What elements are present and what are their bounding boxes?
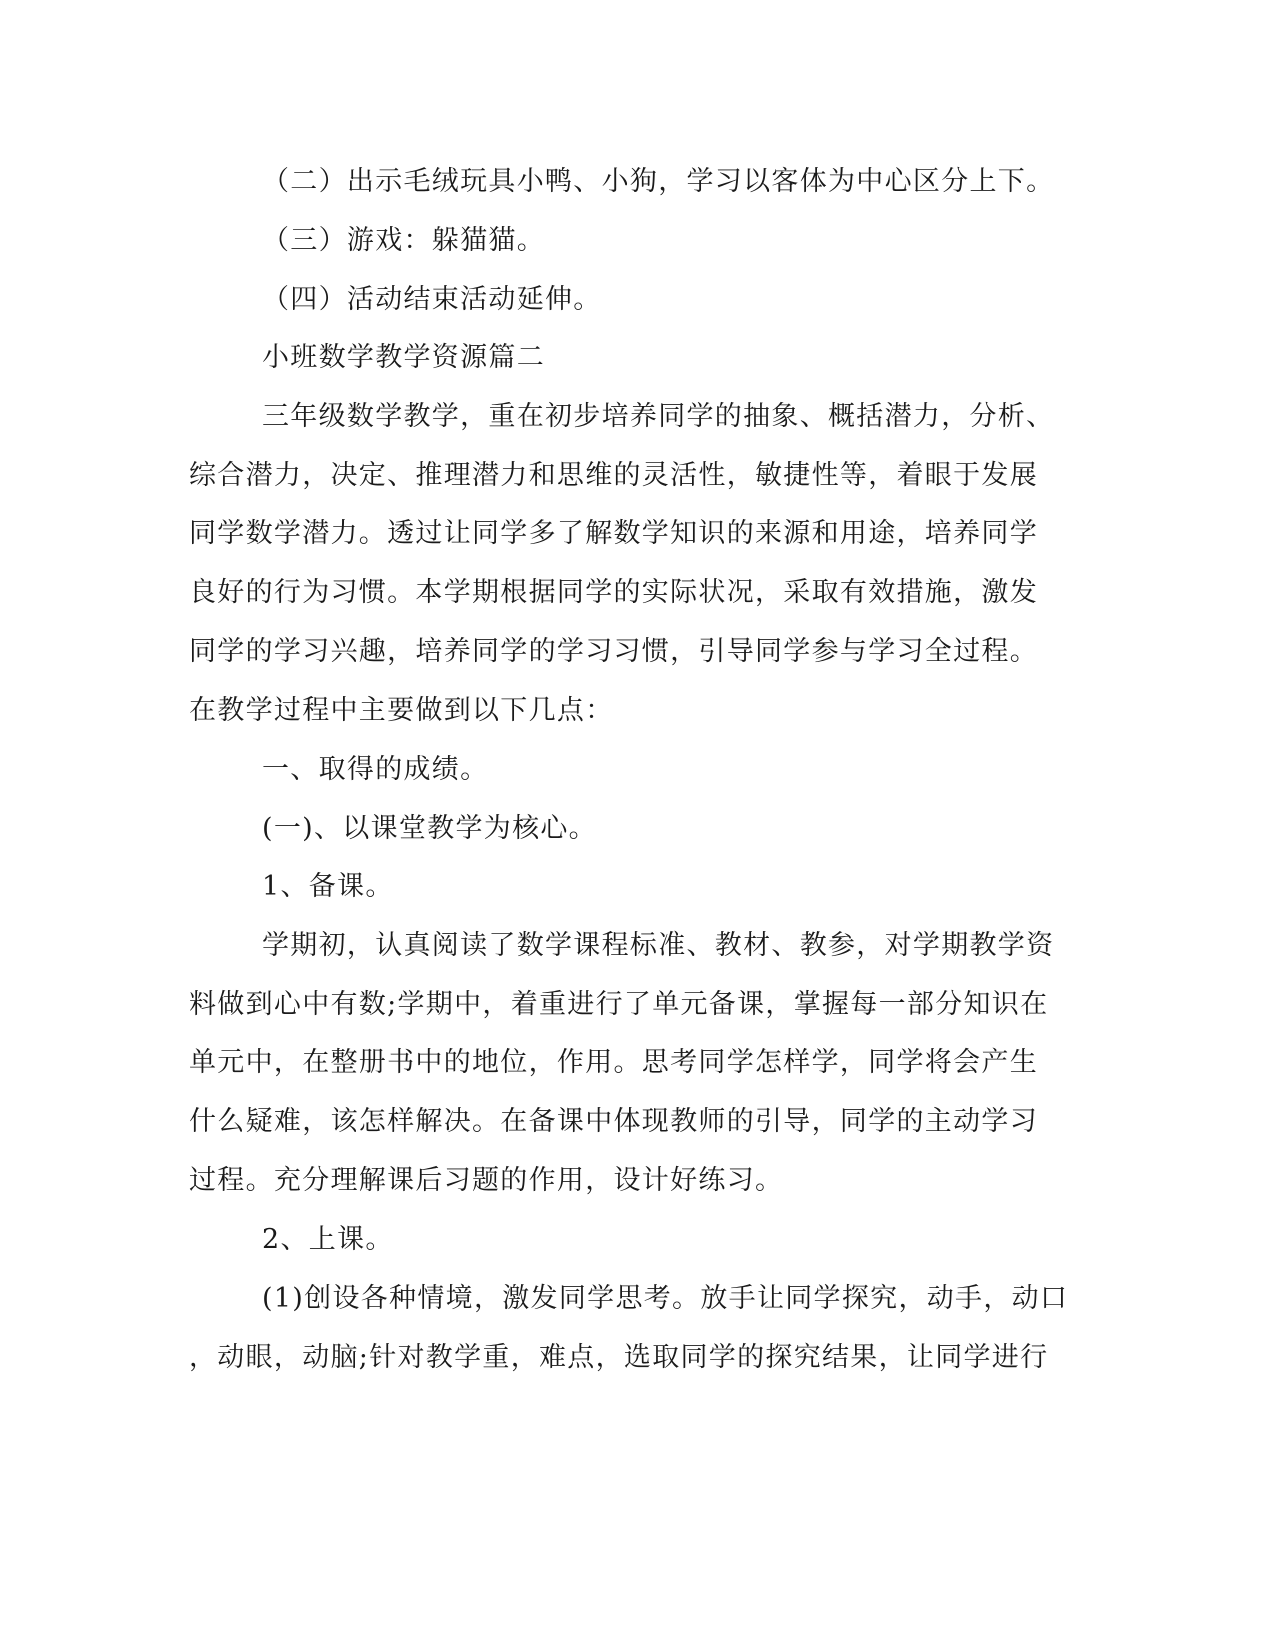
text-line: 一、取得的成绩。 bbox=[262, 754, 489, 785]
text-line: 什么疑难，该怎样解决。在备课中体现教师的引导，同学的主动学习 bbox=[189, 1106, 1038, 1137]
text-line: （四）活动结束活动延伸。 bbox=[262, 284, 602, 315]
text-line: 良好的行为习惯。本学期根据同学的实际状况，采取有效措施，激发 bbox=[189, 577, 1038, 608]
text-line: 1、备课。 bbox=[262, 871, 394, 902]
text-line: 2、上课。 bbox=[262, 1224, 394, 1255]
text-line: 同学的学习兴趣，培养同学的学习习惯，引导同学参与学习全过程。 bbox=[189, 636, 1038, 667]
text-line: 过程。充分理解课后习题的作用，设计好练习。 bbox=[189, 1165, 784, 1196]
text-line: （三）游戏：躲猫猫。 bbox=[262, 225, 545, 256]
section-heading: 小班数学教学资源篇二 bbox=[262, 342, 545, 373]
text-line: 在教学过程中主要做到以下几点： bbox=[189, 695, 614, 726]
text-line: (1)创设各种情境，激发同学思考。放手让同学探究，动手，动口 bbox=[262, 1283, 1069, 1314]
text-line: 三年级数学教学，重在初步培养同学的抽象、概括潜力，分析、 bbox=[262, 401, 1055, 432]
text-line: 同学数学潜力。透过让同学多了解数学知识的来源和用途，培养同学 bbox=[189, 518, 1038, 549]
text-line: (一)、以课堂教学为核心。 bbox=[262, 813, 597, 844]
text-line: ，动眼，动脑;针对教学重，难点，选取同学的探究结果，让同学进行 bbox=[189, 1342, 1049, 1373]
text-line: 单元中，在整册书中的地位，作用。思考同学怎样学，同学将会产生 bbox=[189, 1047, 1038, 1078]
text-line: 学期初，认真阅读了数学课程标准、教材、教参，对学期教学资 bbox=[262, 930, 1055, 961]
text-line: 综合潜力，决定、推理潜力和思维的灵活性，敏捷性等，着眼于发展 bbox=[189, 460, 1038, 491]
text-line: （二）出示毛绒玩具小鸭、小狗，学习以客体为中心区分上下。 bbox=[262, 166, 1055, 197]
text-line: 料做到心中有数;学期中，着重进行了单元备课，掌握每一部分知识在 bbox=[189, 989, 1049, 1020]
